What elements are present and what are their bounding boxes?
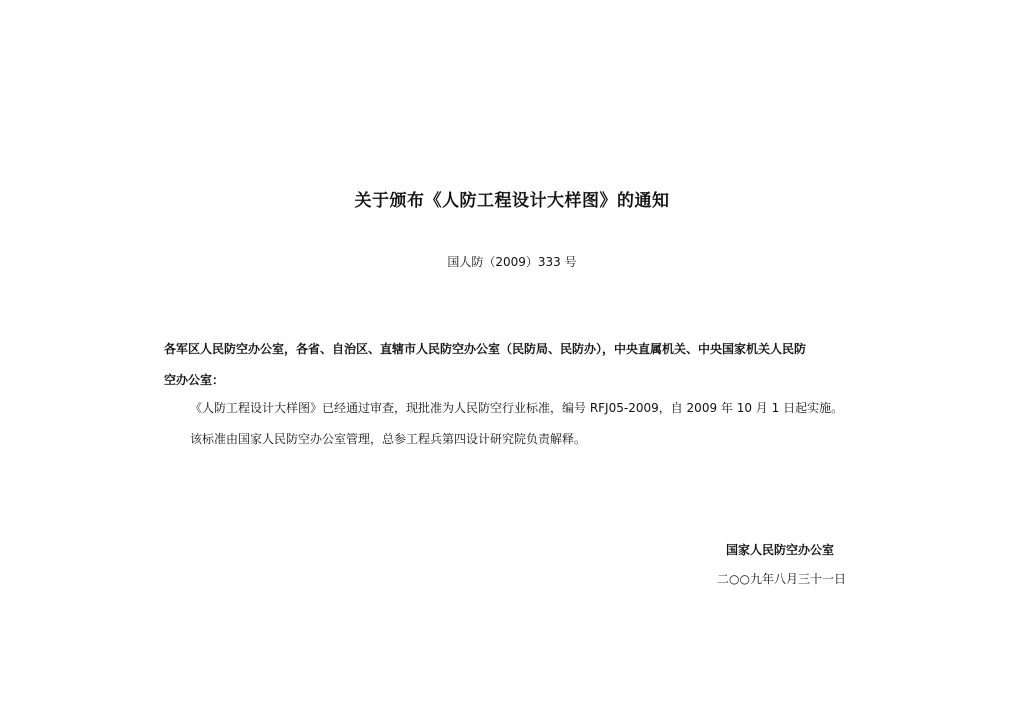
addressee-line-1: 各军区人民防空办公室，各省、自治区、直辖市人民防空办公室（民防局、民防办），中央直属机关、中央国家机关人民防 (164, 342, 807, 356)
document-number: 国人防（2009）333 号 (447, 255, 577, 269)
addressee-line-2: 空办公室： (164, 373, 225, 387)
issue-date: 二○○九年八月三十一日 (717, 572, 846, 586)
issuer-signature: 国家人民防空办公室 (725, 543, 834, 557)
body-paragraph-2: 该标准由国家人民防空办公室管理，总参工程兵第四设计研究院负责解释。 (190, 432, 587, 446)
body-paragraph-1: 《人防工程设计大样图》已经通过审查，现批准为人民防空行业标准，编号 RFJ05-2009，自 2009 年 10 月 1 日起实施。 (190, 401, 844, 415)
document-title: 关于颁布《人防工程设计大样图》的通知 (354, 191, 670, 211)
